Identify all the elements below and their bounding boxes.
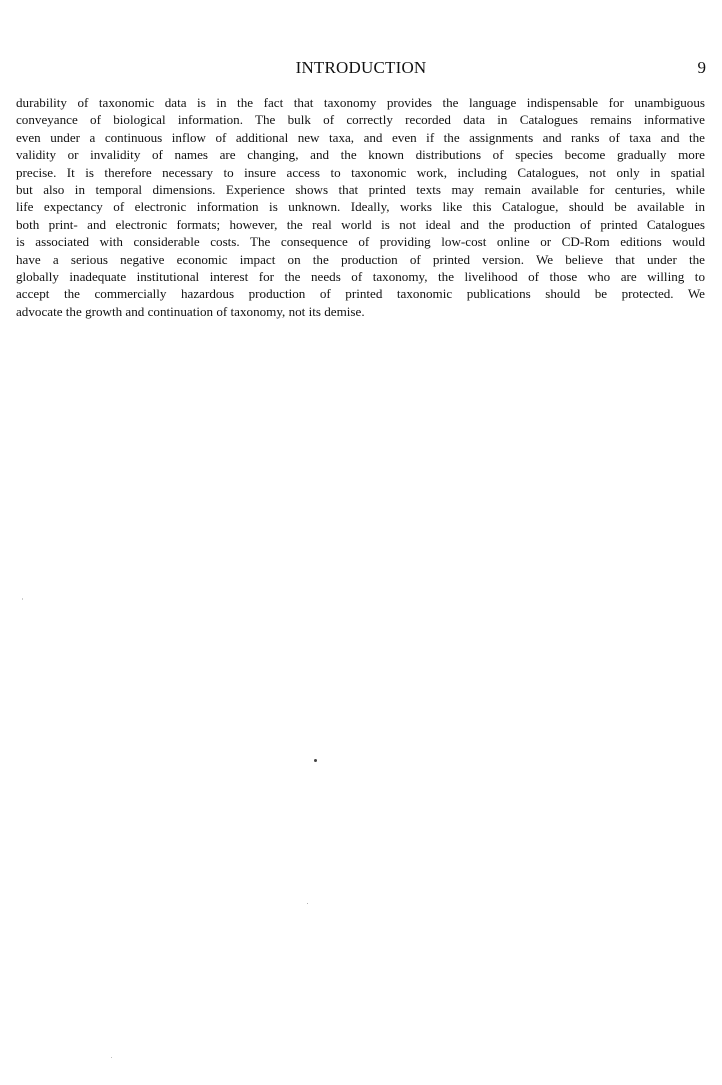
paragraph-line: life expectancy of electronic information is unknown. Ideally, works like this Catalogue, should be available in	[16, 199, 705, 215]
paragraph-line: but also in temporal dimensions. Experience shows that printed texts may remain available for centuries, while	[16, 182, 705, 198]
paragraph-line: have a serious negative economic impact on the production of printed version. We believe that under the	[16, 251, 705, 267]
scan-speck	[111, 1057, 112, 1058]
page-number: 9	[697, 58, 706, 77]
scan-speck	[22, 598, 23, 600]
paragraph-line: validity or invalidity of names are changing, and the known distributions of species become gradually more	[16, 147, 705, 163]
body-paragraph	[16, 94, 705, 320]
paragraph-line: is associated with considerable costs. The consequence of providing low-cost online or CD-Rom editions would	[16, 234, 705, 250]
paragraph-line: both print- and electronic formats; however, the real world is not ideal and the production of printed Catalogues	[16, 216, 705, 232]
paragraph-line: even under a continuous inflow of additional new taxa, and even if the assignments and ranks of taxa and the	[16, 129, 705, 145]
scan-speck	[307, 903, 308, 904]
paragraph-line: conveyance of biological information. The bulk of correctly recorded data in Catalogues remains informative	[16, 112, 705, 128]
paragraph-line: accept the commercially hazardous production of printed taxonomic publications should be protected. We	[16, 286, 705, 302]
paragraph-line: advocate the growth and continuation of taxonomy, not its demise.	[16, 303, 365, 319]
scan-speck	[314, 759, 317, 762]
page-header	[16, 57, 706, 81]
paragraph-line: durability of taxonomic data is in the fact that taxonomy provides the language indispensable for unambiguous	[16, 95, 705, 110]
paragraph-line: globally inadequate institutional interest for the needs of taxonomy, the livelihood of those who are willing to	[16, 269, 705, 285]
running-title: INTRODUCTION	[295, 58, 427, 77]
paragraph-line: precise. It is therefore necessary to insure access to taxonomic work, including Catalogues, not only in spatial	[16, 164, 705, 180]
